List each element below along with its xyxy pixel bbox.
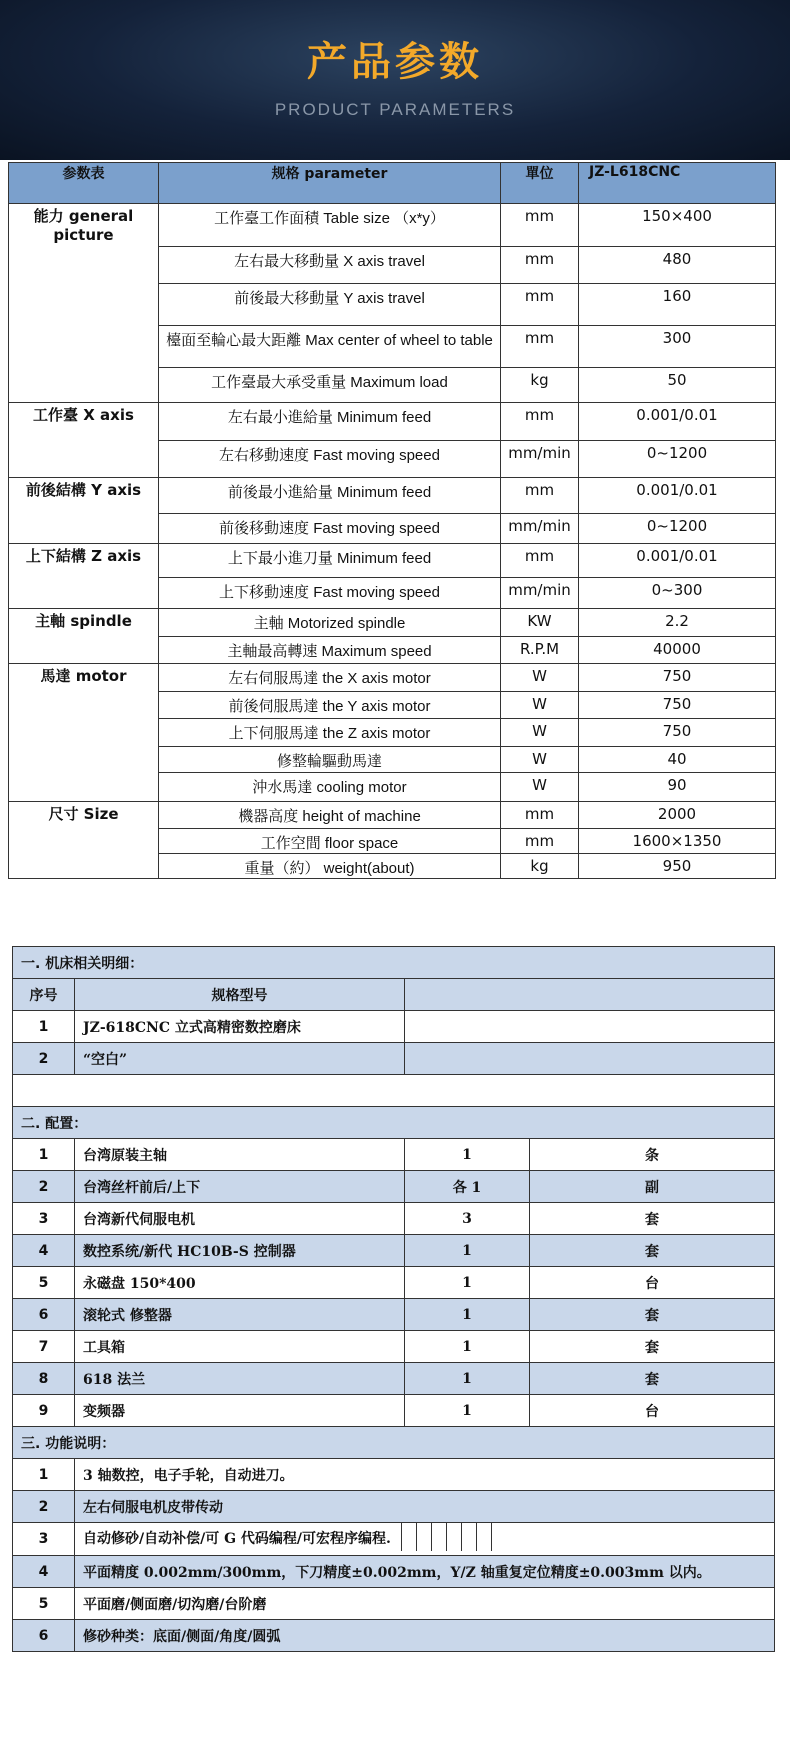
- empty-cell: [405, 979, 775, 1011]
- spec-unit: mm/min: [501, 578, 579, 609]
- blank-row: [13, 1075, 775, 1107]
- header-model: JZ-L618CNC: [579, 163, 776, 204]
- row-number: 6: [13, 1299, 75, 1331]
- spec-unit: mm: [501, 284, 579, 326]
- col-header-model: 规格型号: [75, 979, 405, 1011]
- config-item-name: 永磁盘 150*400: [75, 1267, 405, 1299]
- config-item-unit: 套: [530, 1203, 775, 1235]
- spec-row: [9, 478, 776, 514]
- spec-group-label: 工作臺 X axis: [9, 403, 159, 478]
- spec-group-label: 上下結構 Z axis: [9, 544, 159, 609]
- spec-value: 0~300: [579, 578, 776, 609]
- spec-value: 40000: [579, 637, 776, 664]
- function-text-content: 修砂种类：底面/侧面/角度/圆弧: [83, 1628, 281, 1645]
- spec-parameter: 機器高度 height of machine: [159, 802, 501, 829]
- machine-row: [13, 1011, 775, 1043]
- row-number: 9: [13, 1395, 75, 1427]
- spec-parameter: 左右最小進給量 Minimum feed: [159, 403, 501, 441]
- spec-group-label: 主軸 spindle: [9, 609, 159, 664]
- function-text-content: 左右伺服电机皮带传动: [83, 1499, 223, 1516]
- config-item-qty: 3: [405, 1203, 530, 1235]
- header-unit: 單位: [501, 163, 579, 204]
- row-number: 2: [13, 1491, 75, 1523]
- function-row: [13, 1556, 775, 1588]
- spec-value: 2.2: [579, 609, 776, 637]
- spec-value: 750: [579, 692, 776, 719]
- spec-unit: mm: [501, 247, 579, 284]
- spec-unit: mm: [501, 326, 579, 368]
- config-row: [13, 1203, 775, 1235]
- spec-parameter: 上下移動速度 Fast moving speed: [159, 578, 501, 609]
- machine-model: “空白”: [75, 1043, 405, 1075]
- spec-value: 750: [579, 719, 776, 747]
- cell-dividers: [401, 1523, 506, 1555]
- spec-row: [9, 204, 776, 247]
- row-number: 1: [13, 1459, 75, 1491]
- section3-title-row: [13, 1427, 775, 1459]
- spec-unit: kg: [501, 368, 579, 403]
- spec-parameter: 工作臺最大承受重量 Maximum load: [159, 368, 501, 403]
- spec-value: 750: [579, 664, 776, 692]
- spec-parameter: 重量（約） weight(about): [159, 854, 501, 879]
- spec-unit: mm: [501, 204, 579, 247]
- spec-unit: KW: [501, 609, 579, 637]
- spec-value: 0.001/0.01: [579, 403, 776, 441]
- section3-title: 三. 功能说明：: [13, 1427, 775, 1459]
- function-row: [13, 1588, 775, 1620]
- header-parameter: 规格 parameter: [159, 163, 501, 204]
- spec-value: 50: [579, 368, 776, 403]
- empty-cell: [405, 1043, 775, 1075]
- section1-title-row: [13, 947, 775, 979]
- row-number: 1: [13, 1011, 75, 1043]
- section2-title: 二. 配置：: [13, 1107, 775, 1139]
- config-item-qty: 1: [405, 1395, 530, 1427]
- spec-row: [9, 403, 776, 441]
- config-item-qty: 1: [405, 1235, 530, 1267]
- row-number: 7: [13, 1331, 75, 1363]
- spec-parameter: 前後最大移動量 Y axis travel: [159, 284, 501, 326]
- config-row: [13, 1139, 775, 1171]
- config-row: [13, 1363, 775, 1395]
- spec-value: 950: [579, 854, 776, 879]
- row-number: 5: [13, 1588, 75, 1620]
- spec-value: 40: [579, 747, 776, 773]
- spec-table-body: [9, 204, 776, 879]
- spec-value: 160: [579, 284, 776, 326]
- config-item-unit: 套: [530, 1331, 775, 1363]
- config-item-name: 数控系统/新代 HC10B-S 控制器: [75, 1235, 405, 1267]
- spec-parameter: 主軸最高轉速 Maximum speed: [159, 637, 501, 664]
- spec-value: 0~1200: [579, 514, 776, 544]
- function-text-content: 平面磨/侧面磨/切沟磨/台阶磨: [83, 1596, 267, 1613]
- blank-cell: [13, 1075, 775, 1107]
- spec-group-label: 尺寸 Size: [9, 802, 159, 879]
- spec-value: 2000: [579, 802, 776, 829]
- config-item-qty: 1: [405, 1299, 530, 1331]
- row-number: 8: [13, 1363, 75, 1395]
- spec-parameter: 沖水馬達 cooling motor: [159, 773, 501, 802]
- function-text: [75, 1459, 775, 1491]
- spec-value: 480: [579, 247, 776, 284]
- spec-unit: mm/min: [501, 514, 579, 544]
- config-item-name: 618 法兰: [75, 1363, 405, 1395]
- function-text-content: 自动修砂/自动补偿/可 G 代码编程/可宏程序编程.: [83, 1531, 391, 1547]
- spec-unit: mm/min: [501, 441, 579, 478]
- config-item-qty: 1: [405, 1267, 530, 1299]
- spec-group-label: 馬達 motor: [9, 664, 159, 802]
- spec-group-label: 能力 general picture: [9, 204, 159, 403]
- config-row: [13, 1299, 775, 1331]
- machine-row: [13, 1043, 775, 1075]
- spec-table-header: [9, 163, 776, 204]
- function-text: [75, 1556, 775, 1588]
- function-text: [75, 1523, 775, 1556]
- config-item-name: 台湾新代伺服电机: [75, 1203, 405, 1235]
- empty-cell: [405, 1011, 775, 1043]
- spec-unit: mm: [501, 802, 579, 829]
- spec-unit: W: [501, 692, 579, 719]
- spec-parameter: 前後伺服馬達 the Y axis motor: [159, 692, 501, 719]
- row-number: 1: [13, 1139, 75, 1171]
- spec-value: 90: [579, 773, 776, 802]
- spec-row: [9, 609, 776, 637]
- spec-parameter: 左右移動速度 Fast moving speed: [159, 441, 501, 478]
- function-text: [75, 1620, 775, 1652]
- spec-row: [9, 802, 776, 829]
- row-number: 4: [13, 1556, 75, 1588]
- config-row: [13, 1395, 775, 1427]
- section1-header-row: [13, 979, 775, 1011]
- page-subtitle: PRODUCT PARAMETERS: [274, 100, 516, 119]
- row-number: 5: [13, 1267, 75, 1299]
- spec-unit: W: [501, 747, 579, 773]
- details-table: [12, 946, 775, 1652]
- function-text-content: 平面精度 0.002mm/300mm，下刀精度±0.002mm，Y/Z 轴重复定位精度±0.003mm 以内。: [83, 1564, 711, 1581]
- row-number: 2: [13, 1171, 75, 1203]
- spec-group-label: 前後結構 Y axis: [9, 478, 159, 544]
- spec-unit: mm: [501, 829, 579, 854]
- spec-row: [9, 544, 776, 578]
- spec-row: [9, 664, 776, 692]
- spec-unit: W: [501, 664, 579, 692]
- spec-unit: R.P.M: [501, 637, 579, 664]
- spec-parameter: 工作空間 floor space: [159, 829, 501, 854]
- spec-value: 0.001/0.01: [579, 544, 776, 578]
- row-number: 2: [13, 1043, 75, 1075]
- spec-parameter: 上下伺服馬達 the Z axis motor: [159, 719, 501, 747]
- config-item-unit: 套: [530, 1235, 775, 1267]
- config-row: [13, 1331, 775, 1363]
- spec-parameter: 修整輪驅動馬達: [159, 747, 501, 773]
- spec-parameter: 前後最小進給量 Minimum feed: [159, 478, 501, 514]
- config-item-name: 工具箱: [75, 1331, 405, 1363]
- function-row: [13, 1491, 775, 1523]
- machine-model: JZ-618CNC 立式高精密数控磨床: [75, 1011, 405, 1043]
- config-item-unit: 套: [530, 1299, 775, 1331]
- config-row: [13, 1235, 775, 1267]
- config-item-unit: 套: [530, 1363, 775, 1395]
- config-item-name: 变频器: [75, 1395, 405, 1427]
- function-text: [75, 1588, 775, 1620]
- spec-value: 0~1200: [579, 441, 776, 478]
- function-row: [13, 1620, 775, 1652]
- spec-table: [8, 162, 776, 879]
- config-item-unit: 条: [530, 1139, 775, 1171]
- spec-parameter: 主軸 Motorized spindle: [159, 609, 501, 637]
- spec-parameter: 前後移動速度 Fast moving speed: [159, 514, 501, 544]
- details-table-body: [13, 947, 775, 1652]
- function-text-content: 3 轴数控，电子手轮，自动进刀。: [83, 1467, 294, 1484]
- header-banner: [0, 0, 790, 160]
- function-row: [13, 1523, 775, 1556]
- config-item-unit: 台: [530, 1267, 775, 1299]
- config-item-name: 台湾原装主轴: [75, 1139, 405, 1171]
- spec-value: 1600×1350: [579, 829, 776, 854]
- header-group: 参数表: [9, 163, 159, 204]
- spec-unit: W: [501, 773, 579, 802]
- spec-value: 300: [579, 326, 776, 368]
- section2-title-row: [13, 1107, 775, 1139]
- spec-parameter: 檯面至輪心最大距離 Max center of wheel to table: [159, 326, 501, 368]
- config-item-qty: 各 1: [405, 1171, 530, 1203]
- spec-value: 150×400: [579, 204, 776, 247]
- spec-unit: mm: [501, 403, 579, 441]
- spec-parameter: 左右伺服馬達 the X axis motor: [159, 664, 501, 692]
- spec-unit: mm: [501, 544, 579, 578]
- config-row: [13, 1171, 775, 1203]
- config-item-name: 滚轮式 修整器: [75, 1299, 405, 1331]
- config-item-qty: 1: [405, 1363, 530, 1395]
- row-number: 6: [13, 1620, 75, 1652]
- function-text: [75, 1491, 775, 1523]
- spec-value: 0.001/0.01: [579, 478, 776, 514]
- row-number: 4: [13, 1235, 75, 1267]
- config-row: [13, 1267, 775, 1299]
- spec-unit: kg: [501, 854, 579, 879]
- config-item-unit: 副: [530, 1171, 775, 1203]
- section1-title: 一. 机床相关明细：: [13, 947, 775, 979]
- config-item-qty: 1: [405, 1139, 530, 1171]
- spec-unit: mm: [501, 478, 579, 514]
- spec-parameter: 工作臺工作面積 Table size （x*y）: [159, 204, 501, 247]
- function-row: [13, 1459, 775, 1491]
- config-item-qty: 1: [405, 1331, 530, 1363]
- spec-parameter: 左右最大移動量 X axis travel: [159, 247, 501, 284]
- col-header-no: 序号: [13, 979, 75, 1011]
- row-number: 3: [13, 1203, 75, 1235]
- config-item-unit: 台: [530, 1395, 775, 1427]
- config-item-name: 台湾丝杆前后/上下: [75, 1171, 405, 1203]
- page-title: 产品参数: [307, 39, 483, 85]
- spec-parameter: 上下最小進刀量 Minimum feed: [159, 544, 501, 578]
- spec-unit: W: [501, 719, 579, 747]
- row-number: 3: [13, 1523, 75, 1556]
